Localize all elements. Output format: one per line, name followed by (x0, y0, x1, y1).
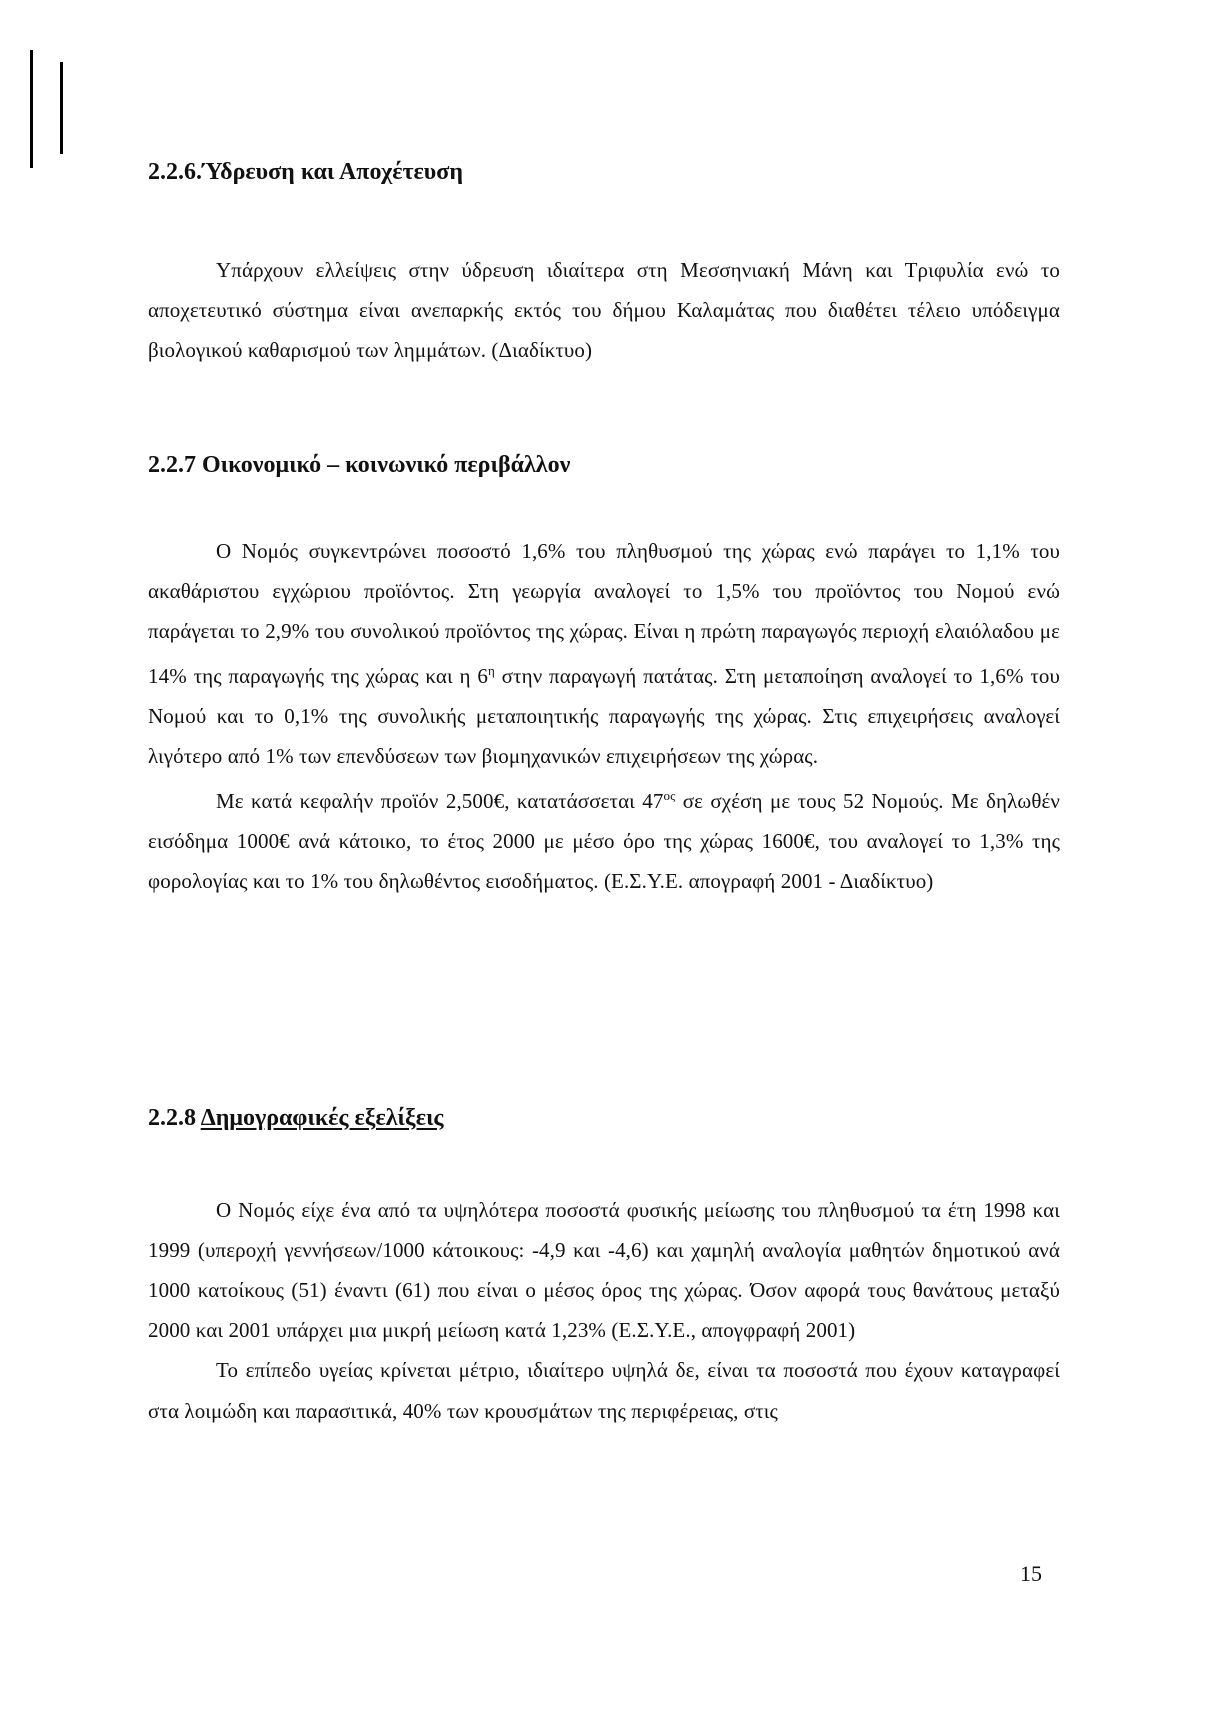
scan-edge-mark-right (60, 62, 63, 154)
paragraph (148, 776, 1060, 901)
section-economic-social (148, 449, 1060, 901)
page-number: 15 (1020, 1561, 1042, 1586)
section-number: 2.2.8 (148, 1105, 196, 1131)
section-number: 2.2.7 (148, 452, 196, 478)
section-demographics (148, 1102, 1060, 1432)
paragraph: Το επίπεδο υγείας κρίνεται μέτριο, ιδιαίτερο υψηλά δε, είναι τα ποσοστά που έχουν καταγραφεί στα λοιμώδη και παρασιτικά, 40% των κρουσμάτων της περιφέρειας, στις (148, 1358, 1060, 1423)
paragraph: Ο Νομός είχε ένα από τα υψηλότερα ποσοστά φυσικής μείωσης του πληθυσμού τα έτη 1998 και 1999 (υπεροχή γεννήσεων/1000 κάτοικους: -4,9 και -4,6) και χαμηλή αναλογία μαθητών δημοτικού ανά 1000 κατοίκους (51) έναντι (61) που είναι ο μέσος όρος της χώρας. Όσον αφορά τους θανάτους μεταξύ 2000 και 2001 υπάρχει μια μικρή μείωση κατά 1,23% (Ε.Σ.Υ.Ε., απογφραφή 2001) (148, 1198, 1060, 1342)
section-water-supply (148, 156, 1060, 370)
paragraph (148, 531, 1060, 776)
section-title: Οικονομικό – κοινωνικό περιβάλλον (202, 452, 571, 478)
ordinal-superscript: ος (663, 788, 676, 803)
paragraph: Υπάρχουν ελλείψεις στην ύδρευση ιδιαίτερα στη Μεσσηνιακή Μάνη και Τριφυλία ενώ το αποχετευτικό σύστημα είναι ανεπαρκής εκτός του δήμου Καλαμάτας που διαθέτει τέλειο υπόδειγμα βιολογικού καθαρισμού των λημμάτων. (Διαδίκτυο) (148, 258, 1060, 362)
section-title: Ύδρευση και Αποχέτευση (202, 159, 463, 185)
ordinal-superscript: η (487, 663, 495, 678)
section-number: 2.2.6. (148, 159, 202, 185)
section-heading (148, 156, 1060, 188)
paragraph-text: σε σχέση με τους 52 Νομούς. Με δηλωθέν εισόδημα 1000€ ανά κάτοικο, το έτος 2000 με μέσο όρο της χώρας 1600€, του αναλογεί το 1,3% της φορολογίας και το 1% του δηλωθέντος εισοδήματος. (Ε.Σ.Υ.Ε. απογραφή 2001 - Διαδίκτυο) (148, 789, 1060, 893)
paragraph-text: Με κατά κεφαλήν προϊόν 2,500€, κατατάσσεται 47 (216, 789, 664, 813)
section-heading (148, 1102, 1060, 1134)
section-title: Δημογραφικές εξελίξεις (200, 1105, 444, 1131)
paragraph-text: Ο Νομός συγκεντρώνει ποσοστό 1,6% του πληθυσμού της χώρας ενώ παράγει το 1,1% του ακαθάριστου εγχώριου προϊόντος. Στη γεωργία αναλογεί το 1,5% του προϊόντος του Νομού ενώ παράγεται το 2,9% του συνολικού προϊόντος της χώρας. Είναι η πρώτη παραγωγός περιοχή ελαιόλαδου με 14% της παραγωγής της χώρας και η 6 (148, 539, 1060, 688)
scan-edge-mark-left (30, 50, 33, 168)
section-heading (148, 449, 1060, 481)
paragraph-text: στην παραγωγή πατάτας. Στη μεταποίηση αναλογεί το 1,6% του Νομού και το 0,1% της συνολικής μεταποιητικής παραγωγής της χώρας. Στις επιχειρήσεις αναλογεί λιγότερο από 1% των επενδύσεων των βιομηχανικών επιχειρήσεων της χώρας. (148, 664, 1060, 768)
